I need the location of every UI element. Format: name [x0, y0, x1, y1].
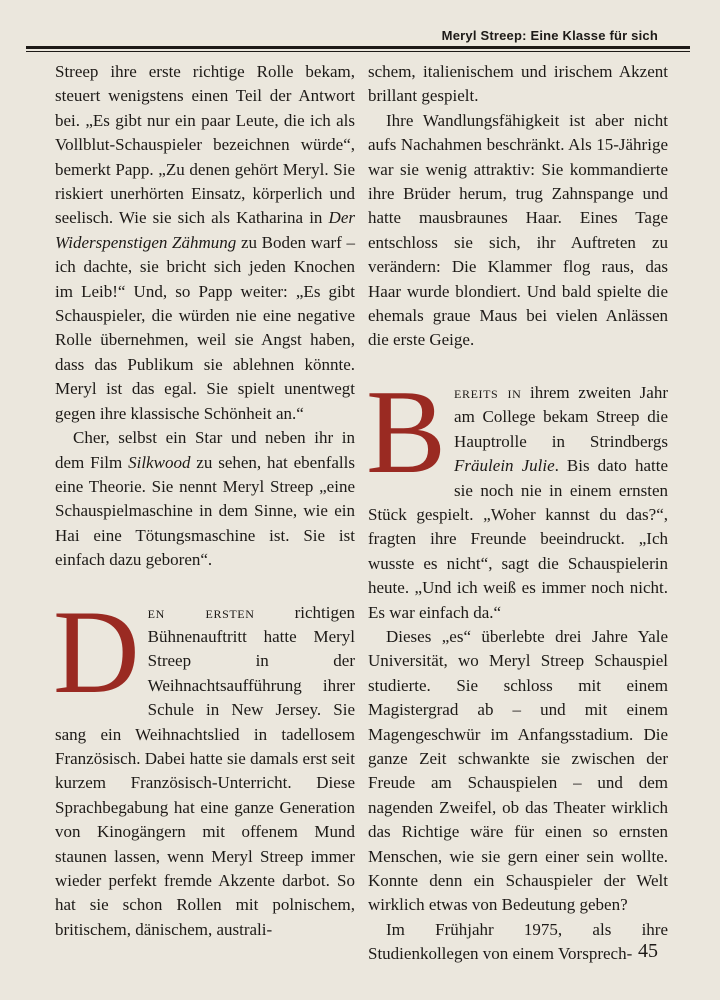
work-title: Der Widerspenstigen Zähmung [55, 208, 355, 252]
paragraph [366, 364, 668, 625]
paragraph-text: . Bis dato hatte sie noch nie in einem ernsten Stück gespielt. „Woher kannst du das?“, fragten ihre Freunde beeindruckt. „Ich wusste es nicht“, sagt die Schauspielerin heute. „Und ich weiß es immer noch nicht. Es war einfach da.“ [368, 456, 668, 622]
header-rule-thin [26, 51, 690, 52]
paragraph-text: Cher, selbst ein Star und neben ihr in dem Film [55, 428, 355, 472]
drop-cap: D [53, 584, 140, 718]
paragraph [55, 60, 355, 426]
paragraph-text: zu Boden warf – ich dachte, sie bricht sich jeden Knochen im Leib!“ Und, so Papp weiter: „Es gibt Schauspieler, die würden nie eine negative Rolle übernehmen, weil sie Angst haben, dass das Publikum sie ablehnen könnte. Meryl ist das egal. Sie spielt unentwegt gegen ihre klassische Schönheit an.“ [55, 232, 356, 423]
page-number: 45 [638, 940, 658, 962]
running-header: Meryl Streep: Eine Klasse für sich [441, 28, 658, 43]
left-column [55, 60, 355, 942]
paragraph [55, 426, 355, 572]
drop-cap: B [366, 364, 447, 498]
paragraph: Ihre Wandlungsfähigkeit ist aber nicht aufs Nachahmen beschränkt. Als 15-Jährige war sie wenig attraktiv: Sie kommandierte ihre Brüder herum, trug Zahnspange und hatte mausbraunes Haar. Eines Tage entschloss sie sich, ihr Auftreten zu verändern: Die Klammer flog raus, das Haar wurde blondiert. Und bald spielte die ehemals graue Maus bei vielen Anlässen die erste Geige. [368, 110, 668, 350]
right-column [368, 60, 668, 967]
work-title: Silkwood [128, 452, 191, 472]
paragraph-text: ihrem zweiten Jahr am College bekam Streep die Hauptrolle in Strindbergs [454, 382, 668, 451]
paragraph: Dieses „es“ überlebte drei Jahre Yale Universität, wo Meryl Streep Schauspiel studierte. Sie schloss mit einem Magistergrad ab – und mit einem Magengeschwür im Anfangsstadium. Die ganze Zeit schwankte sie zwischen der Freude am Schauspielen – und dem nagenden Zweifel, ob das Theater wirklich das Richtige wäre für einen so ernsten Menschen, wie sie gern einer sein wollte. Konnte denn ein Schauspieler der Welt wirklich etwas von Bedeutung geben? [368, 626, 668, 915]
smallcaps-lead: ereits in [454, 382, 522, 402]
header-rule-thick [26, 46, 690, 49]
work-title: Fräulein Julie [454, 456, 555, 476]
paragraph: Im Frühjahr 1975, als ihre Studienkollegen von einem Vorsprech- [368, 919, 668, 964]
paragraph-text: richtigen Bühnenauftritt hatte Meryl Streep in der Weihnachtsaufführung ihrer Schule in New Jersey. Sie sang ein Weihnachtslied in tadellosem Französisch. Dabei hatte sie damals erst seit kurzem Französisch-Unterricht. Diese Sprachbegabung hat eine ganze Generation von Kinogängern mit offenem Mund staunen lassen, wenn Meryl Streep immer wieder perfekt fremde Akzente darbot. So hat sie schon Rollen mit polnischem, britischem, dänischem, australi- [55, 602, 356, 939]
paragraph: schem, italienischem und irischem Akzent brillant gespielt. [368, 62, 668, 106]
smallcaps-lead: en ersten [147, 602, 255, 622]
paragraph-text: Streep ihre erste richtige Rolle bekam, steuert wenigstens einen Teil der Antwort bei. „Es gibt nur ein paar Leute, die ich als Vollblut-Schauspieler bezeichnen würde“, bemerkt Papp. „Zu denen gehört Meryl. Sie riskiert unerhörten Einsatz, körperlich und seelisch. Wie sie sich als Katharina in [55, 62, 355, 228]
paragraph [53, 584, 356, 943]
paragraph-text: zu sehen, hat ebenfalls eine Theorie. Sie nennt Meryl Streep „eine Schauspielmaschine in dem Sinne, wie ein Hai eine Tötungsmaschine ist. Sie ist einfach dazu geboren“. [55, 452, 355, 570]
